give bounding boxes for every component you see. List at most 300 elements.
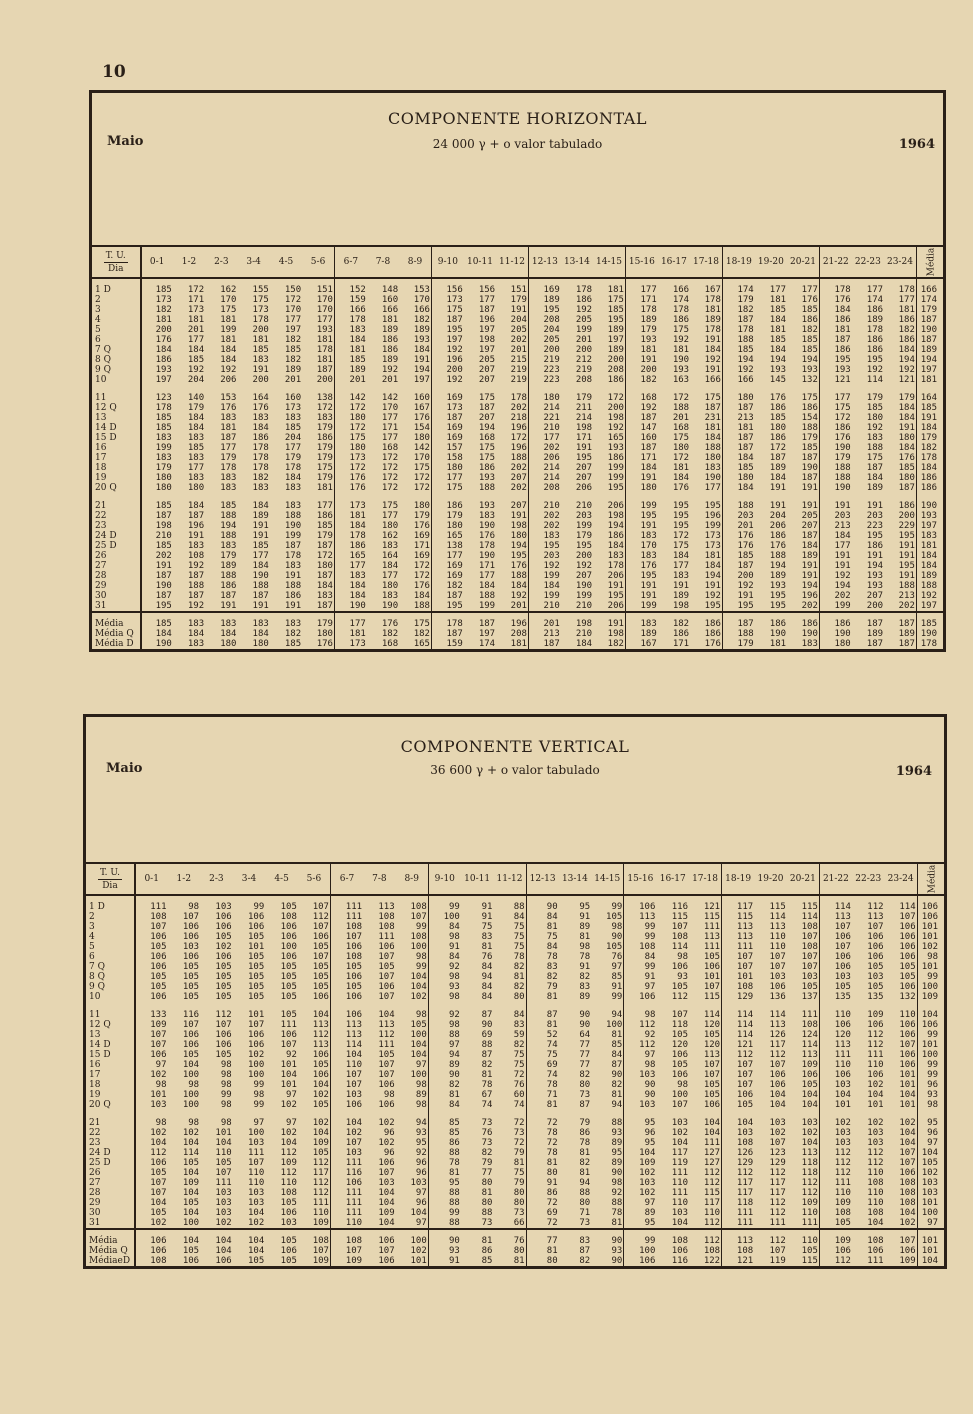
- value-cell: 97: [396, 1218, 429, 1229]
- day-cell: 10: [92, 375, 141, 385]
- value-cell: 78: [481, 1080, 493, 1090]
- value-cell: 110: [867, 1060, 884, 1070]
- value-cell: 181: [155, 315, 172, 325]
- value-cell: 76: [481, 952, 493, 962]
- value-cell: 104: [671, 1138, 688, 1148]
- value-cell: 170: [302, 305, 334, 315]
- value-cell: 107: [248, 1020, 265, 1030]
- value-cell: 200: [252, 375, 269, 385]
- value-cell: 111: [345, 1198, 363, 1208]
- value-cell: 84: [481, 992, 493, 1002]
- table-row: [86, 912, 944, 922]
- hour-header: 11-12: [496, 246, 528, 278]
- value-cell: 188: [252, 581, 269, 591]
- daily-mean-cell: 193: [920, 511, 937, 521]
- value-cell: 184: [690, 561, 722, 571]
- value-cell: 184: [690, 433, 722, 443]
- value-cell: 117: [298, 1168, 331, 1178]
- value-cell: 187: [478, 403, 496, 413]
- value-cell: 184: [834, 531, 851, 541]
- value-cell: 101: [867, 1100, 884, 1110]
- value-cell: 73: [481, 1118, 493, 1128]
- value-cell: 200: [884, 511, 916, 521]
- value-cell: 172: [187, 285, 205, 295]
- value-cell: 111: [867, 1050, 884, 1060]
- daily-mean-cell: 197: [920, 601, 937, 611]
- value-cell: 126: [769, 1030, 786, 1040]
- value-cell: 112: [834, 1148, 851, 1158]
- value-cell: 142: [349, 393, 366, 403]
- value-cell: 74: [493, 1100, 526, 1110]
- data-grid: [92, 245, 943, 649]
- day-cell: 25 D: [86, 1158, 135, 1168]
- value-cell: 155: [252, 285, 269, 295]
- value-cell: 186: [866, 541, 884, 551]
- daily-mean-cell: 98: [927, 1100, 938, 1110]
- value-cell: 199: [575, 325, 593, 335]
- value-cell: 81: [481, 1188, 493, 1198]
- value-cell: 105: [182, 992, 200, 1002]
- value-cell: 87: [579, 1100, 591, 1110]
- value-cell: 103: [769, 972, 786, 982]
- day-cell: 2: [92, 295, 141, 305]
- value-cell: 191: [155, 561, 172, 571]
- value-cell: 104: [182, 1060, 200, 1070]
- value-cell: 178: [593, 561, 625, 571]
- value-cell: 176: [252, 403, 269, 413]
- value-cell: 106: [135, 1229, 168, 1246]
- value-cell: 191: [834, 551, 851, 561]
- value-cell: 187: [220, 591, 237, 601]
- value-cell: 103: [345, 1148, 363, 1158]
- value-cell: 148: [381, 285, 399, 295]
- value-cell: 127: [689, 1158, 722, 1168]
- value-cell: 112: [867, 1040, 884, 1050]
- daily-mean-cell: 106: [921, 902, 938, 912]
- value-cell: 103: [834, 1138, 851, 1148]
- value-cell: 114: [736, 1010, 754, 1020]
- value-cell: 180: [220, 639, 237, 649]
- value-cell: 187: [866, 639, 884, 649]
- value-cell: 183: [381, 591, 399, 601]
- value-cell: 184: [834, 305, 851, 315]
- value-cell: 109: [378, 1208, 395, 1218]
- value-cell: 88: [579, 1188, 591, 1198]
- value-cell: 184: [884, 403, 916, 413]
- value-cell: 106: [215, 952, 232, 962]
- value-cell: 186: [769, 403, 787, 413]
- value-cell: 107: [378, 972, 395, 982]
- value-cell: 186: [593, 375, 625, 385]
- value-cell: 107: [736, 962, 754, 972]
- value-cell: 98: [591, 1178, 624, 1188]
- value-cell: 105: [248, 1256, 265, 1266]
- value-cell: 107: [150, 1040, 167, 1050]
- value-cell: 92: [644, 1030, 656, 1040]
- table-row: [92, 571, 943, 581]
- value-cell: 187: [787, 473, 819, 483]
- value-cell: 172: [284, 295, 302, 305]
- value-cell: 110: [280, 1178, 297, 1188]
- value-cell: 198: [593, 511, 625, 521]
- value-cell: 183: [866, 433, 884, 443]
- value-cell: 118: [671, 1020, 688, 1030]
- value-cell: 102: [378, 1138, 395, 1148]
- value-cell: 110: [298, 1208, 331, 1218]
- value-cell: 106: [150, 1050, 167, 1060]
- value-cell: 107: [150, 1188, 167, 1198]
- table-row: [92, 433, 943, 443]
- mean-row: [86, 1256, 944, 1266]
- value-cell: 72: [493, 1138, 526, 1148]
- value-cell: 203: [543, 551, 560, 561]
- value-cell: 177: [543, 433, 560, 443]
- value-cell: 108: [378, 922, 395, 932]
- header-row: [92, 246, 943, 278]
- daily-mean-cell: 104: [921, 1148, 938, 1158]
- value-cell: 105: [689, 952, 722, 962]
- value-cell: 180: [737, 393, 754, 403]
- value-cell: 106: [885, 932, 918, 942]
- value-cell: 188: [737, 501, 754, 511]
- value-cell: 177: [672, 561, 690, 571]
- daily-mean-cell: 100: [921, 1050, 938, 1060]
- hour-header: 15-16: [624, 863, 657, 895]
- value-cell: 113: [345, 1030, 363, 1040]
- value-cell: 105: [182, 972, 200, 982]
- daily-mean-cell: 96: [927, 1080, 938, 1090]
- value-cell: 184: [884, 413, 916, 423]
- value-cell: 182: [640, 375, 657, 385]
- value-cell: 109: [182, 1178, 200, 1188]
- value-cell: 199: [640, 501, 657, 511]
- value-cell: 118: [787, 1168, 820, 1178]
- value-cell: 178: [284, 463, 302, 473]
- value-cell: 181: [381, 315, 399, 325]
- value-cell: 186: [478, 463, 496, 473]
- value-cell: 107: [182, 912, 200, 922]
- value-cell: 210: [575, 501, 593, 511]
- value-cell: 172: [496, 433, 528, 443]
- value-cell: 73: [481, 1218, 493, 1228]
- value-cell: 207: [575, 463, 593, 473]
- value-cell: 112: [689, 1218, 722, 1229]
- value-cell: 184: [349, 521, 366, 531]
- value-cell: 105: [248, 972, 265, 982]
- value-cell: 189: [866, 483, 884, 493]
- value-cell: 111: [378, 932, 395, 942]
- value-cell: 147: [640, 423, 657, 433]
- value-cell: 101: [396, 1256, 429, 1266]
- day-cell: 3: [86, 922, 135, 932]
- daily-mean-cell: 189: [920, 571, 937, 581]
- value-cell: 195: [690, 601, 722, 612]
- value-cell: 184: [769, 345, 787, 355]
- value-cell: 188: [737, 629, 754, 639]
- daily-mean-cell: 104: [921, 1010, 938, 1020]
- value-cell: 151: [496, 278, 528, 295]
- value-cell: 105: [248, 962, 265, 972]
- value-cell: 185: [737, 551, 754, 561]
- value-cell: 108: [656, 1229, 689, 1246]
- value-cell: 97: [155, 1060, 167, 1070]
- value-cell: 175: [672, 325, 690, 335]
- value-cell: 108: [639, 942, 656, 952]
- table-row: [86, 1158, 944, 1168]
- value-cell: 180: [884, 433, 916, 443]
- value-cell: 81: [449, 1090, 460, 1100]
- value-cell: 160: [640, 433, 657, 443]
- value-cell: 210: [575, 601, 593, 611]
- value-cell: 195: [640, 511, 657, 521]
- value-cell: 108: [330, 1229, 363, 1246]
- value-cell: 199: [478, 601, 496, 611]
- hour-header: 8-9: [399, 246, 431, 278]
- table-row: [86, 1198, 944, 1208]
- value-cell: 184: [187, 629, 205, 639]
- value-cell: 117: [736, 902, 754, 912]
- value-cell: 200: [252, 325, 269, 335]
- value-cell: 185: [349, 355, 366, 365]
- value-cell: 99: [253, 1100, 265, 1110]
- value-cell: 97: [644, 1050, 656, 1060]
- value-cell: 106: [215, 922, 232, 932]
- value-cell: 187: [187, 571, 205, 581]
- value-cell: 191: [690, 365, 722, 375]
- value-cell: 80: [481, 1198, 493, 1208]
- value-cell: 179: [302, 612, 334, 629]
- value-cell: 110: [345, 1218, 363, 1228]
- value-cell: 187: [155, 511, 172, 521]
- value-cell: 200: [446, 365, 463, 375]
- value-cell: 104: [345, 1118, 363, 1128]
- value-cell: 107: [671, 922, 688, 932]
- value-cell: 190: [769, 629, 787, 639]
- value-cell: 102: [215, 1218, 232, 1228]
- value-cell: 114: [834, 902, 851, 912]
- value-cell: 198: [561, 612, 593, 629]
- value-cell: 151: [302, 278, 334, 295]
- value-cell: 184: [884, 345, 916, 355]
- value-cell: 95: [591, 1148, 624, 1158]
- value-cell: 176: [672, 483, 690, 493]
- value-cell: 104: [182, 1208, 200, 1218]
- value-cell: 179: [866, 393, 884, 403]
- value-cell: 194: [478, 423, 496, 433]
- value-cell: 82: [579, 1158, 591, 1168]
- value-cell: 104: [885, 1128, 918, 1138]
- value-cell: 193: [593, 443, 625, 453]
- table-row: [92, 385, 943, 403]
- value-cell: 183: [349, 325, 366, 335]
- value-cell: 142: [399, 443, 431, 453]
- day-cell: 11: [92, 385, 141, 403]
- value-cell: 107: [248, 1158, 265, 1168]
- value-cell: 107: [671, 1100, 688, 1110]
- value-cell: 194: [787, 581, 819, 591]
- value-cell: 107: [345, 1138, 363, 1148]
- value-cell: 194: [884, 355, 916, 365]
- daily-mean-cell: 184: [920, 463, 937, 473]
- value-cell: 175: [302, 463, 334, 473]
- value-cell: 181: [690, 423, 722, 433]
- table-row: [92, 493, 943, 511]
- value-cell: 169: [543, 285, 560, 295]
- value-cell: 194: [593, 521, 625, 531]
- value-cell: 104: [215, 1138, 232, 1148]
- value-cell: 201: [737, 521, 754, 531]
- table-row: [86, 1080, 944, 1090]
- value-cell: 177: [302, 315, 334, 325]
- value-cell: 105: [265, 1229, 298, 1246]
- day-cell: 27: [86, 1178, 135, 1188]
- table-row: [92, 463, 943, 473]
- value-cell: 73: [579, 1090, 591, 1100]
- value-cell: 107: [182, 1020, 200, 1030]
- value-cell: 200: [302, 375, 334, 385]
- value-cell: 179: [302, 473, 334, 483]
- value-cell: 175: [478, 443, 496, 453]
- value-cell: 170: [640, 541, 657, 551]
- value-cell: 83: [559, 1229, 592, 1246]
- value-cell: 181: [496, 639, 528, 649]
- value-cell: 113: [769, 1020, 786, 1030]
- value-cell: 112: [769, 1198, 786, 1208]
- value-cell: 195: [543, 541, 560, 551]
- day-cell: 10: [86, 992, 135, 1002]
- value-cell: 106: [280, 922, 297, 932]
- value-cell: 153: [399, 278, 431, 295]
- value-cell: 178: [349, 531, 366, 541]
- value-cell: 102: [345, 1128, 363, 1138]
- value-cell: 114: [787, 1040, 820, 1050]
- value-cell: 90: [591, 1229, 624, 1246]
- value-cell: 183: [284, 413, 302, 423]
- value-cell: 85: [591, 1040, 624, 1050]
- value-cell: 206: [575, 483, 593, 493]
- value-cell: 119: [671, 1158, 688, 1168]
- value-cell: 112: [754, 1229, 787, 1246]
- value-cell: 92: [396, 1148, 429, 1158]
- value-cell: 92: [286, 1050, 297, 1060]
- value-cell: 202: [496, 463, 528, 473]
- value-cell: 184: [575, 639, 593, 649]
- value-cell: 185: [187, 355, 205, 365]
- value-cell: 185: [769, 335, 787, 345]
- value-cell: 113: [834, 1040, 851, 1050]
- table-row: [92, 295, 943, 305]
- value-cell: 104: [280, 1138, 297, 1148]
- value-cell: 190: [284, 521, 302, 531]
- value-cell: 104: [736, 1118, 754, 1128]
- value-cell: 105: [182, 962, 200, 972]
- value-cell: 202: [496, 483, 528, 493]
- value-cell: 104: [298, 1002, 331, 1020]
- value-cell: 174: [737, 285, 754, 295]
- value-cell: 201: [284, 375, 302, 385]
- value-cell: 80: [579, 1198, 591, 1208]
- value-cell: 194: [834, 581, 851, 591]
- value-cell: 106: [150, 992, 167, 1002]
- value-cell: 186: [381, 335, 399, 345]
- value-cell: 195: [834, 355, 851, 365]
- value-cell: 183: [155, 433, 172, 443]
- value-cell: 184: [769, 473, 787, 483]
- value-cell: 95: [644, 1118, 656, 1128]
- value-cell: 106: [378, 1158, 395, 1168]
- value-cell: 182: [884, 325, 916, 335]
- value-cell: 82: [579, 1070, 591, 1080]
- value-cell: 106: [345, 1100, 363, 1110]
- value-cell: 106: [345, 942, 363, 952]
- value-cell: 104: [396, 972, 429, 982]
- value-cell: 110: [769, 942, 786, 952]
- value-cell: 181: [690, 551, 722, 561]
- value-cell: 184: [252, 561, 269, 571]
- value-cell: 106: [639, 992, 656, 1002]
- value-cell: 103: [215, 1198, 232, 1208]
- value-cell: 181: [302, 355, 334, 365]
- value-cell: 98: [396, 952, 429, 962]
- value-cell: 194: [737, 355, 754, 365]
- daily-mean-cell: 99: [927, 1030, 938, 1040]
- value-cell: 183: [220, 473, 237, 483]
- value-cell: 185: [593, 305, 625, 315]
- value-cell: 179: [399, 511, 431, 521]
- value-cell: 85: [481, 1256, 493, 1266]
- value-cell: 106: [182, 952, 200, 962]
- value-cell: 106: [280, 1208, 297, 1218]
- value-cell: 105: [248, 932, 265, 942]
- value-cell: 177: [220, 443, 237, 453]
- value-cell: 98: [220, 1060, 232, 1070]
- value-cell: 192: [737, 365, 754, 375]
- daily-mean-cell: 106: [921, 912, 938, 922]
- value-cell: 80: [493, 1188, 526, 1198]
- value-cell: 99: [591, 992, 624, 1002]
- hour-header: 5-6: [298, 863, 331, 895]
- value-cell: 178: [737, 325, 754, 335]
- value-cell: 76: [591, 952, 624, 962]
- day-cell: 22: [86, 1128, 135, 1138]
- value-cell: 184: [672, 473, 690, 483]
- hour-header: 0-1: [135, 863, 168, 895]
- hour-header: 12-13: [526, 863, 559, 895]
- value-cell: 203: [575, 511, 593, 521]
- value-cell: 182: [658, 612, 690, 629]
- value-cell: 179: [302, 531, 334, 541]
- value-cell: 98: [220, 1118, 232, 1128]
- value-cell: 179: [220, 551, 237, 561]
- value-cell: 100: [591, 1020, 624, 1030]
- value-cell: 98: [449, 972, 460, 982]
- value-cell: 102: [639, 1188, 656, 1198]
- table-row: [86, 922, 944, 932]
- value-cell: 188: [187, 581, 205, 591]
- value-cell: 190: [381, 601, 399, 611]
- value-cell: 90: [644, 1090, 656, 1100]
- value-cell: 196: [478, 315, 496, 325]
- daily-mean-cell: 179: [920, 433, 937, 443]
- value-cell: 89: [396, 1090, 429, 1100]
- value-cell: 186: [834, 423, 851, 433]
- value-cell: 73: [481, 1138, 493, 1148]
- value-cell: 105: [787, 982, 820, 992]
- value-cell: 104: [396, 1050, 429, 1060]
- value-cell: 193: [478, 473, 496, 483]
- value-cell: 210: [543, 423, 560, 433]
- day-cell: 18: [86, 1080, 135, 1090]
